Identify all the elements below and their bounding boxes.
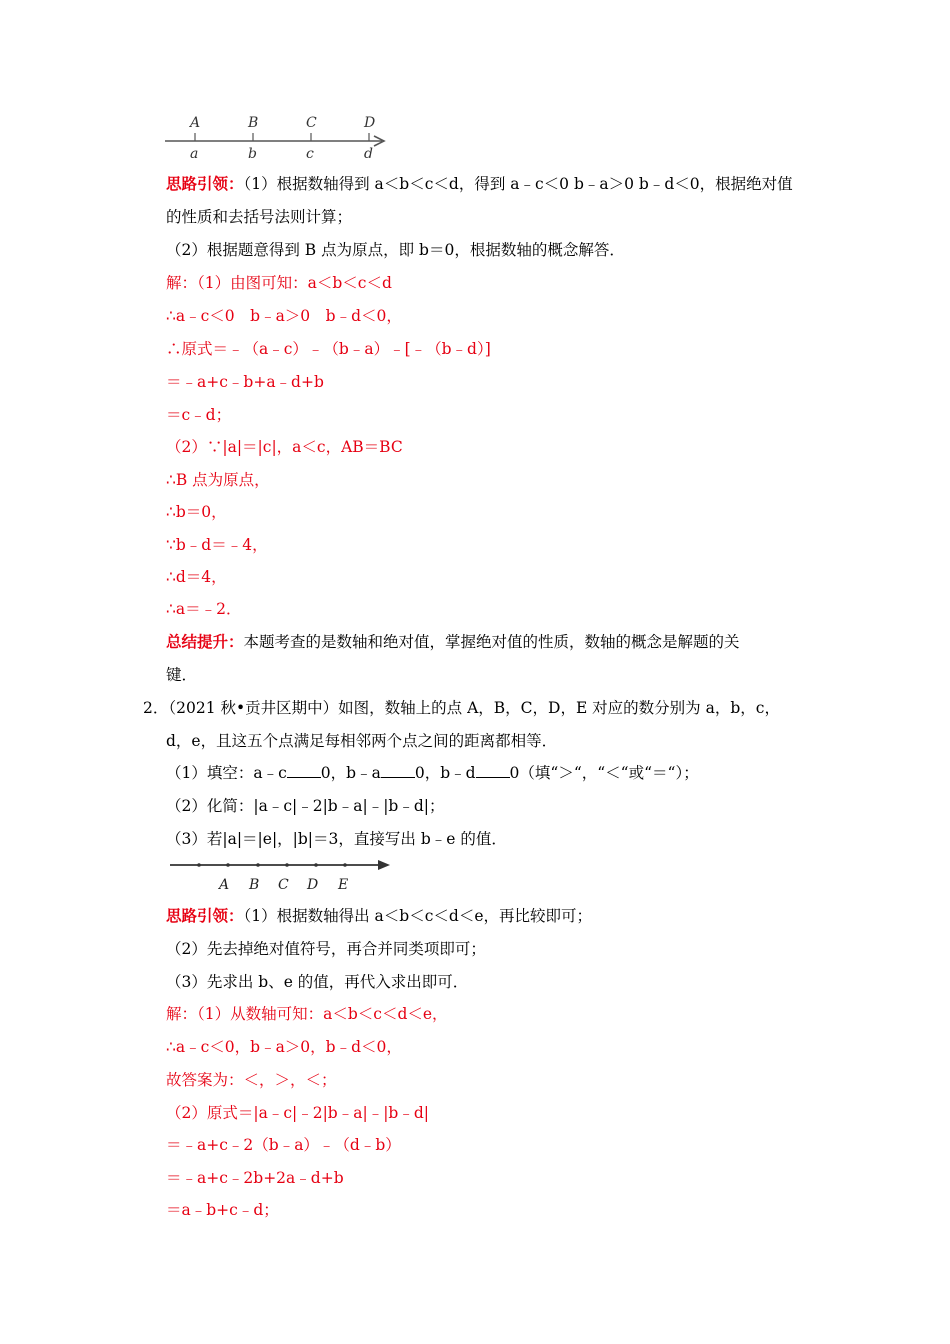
solution-line: ＝﹣a+c﹣2b+2a﹣d+b xyxy=(166,1169,344,1187)
q2-hint-line-3: （3）先求出 b、e 的值，再代入求出即可． xyxy=(166,973,469,991)
part1-text-a: （1）填空：a﹣c xyxy=(166,764,287,782)
solution-line: 故答案为：＜，＞，＜； xyxy=(166,1071,337,1089)
point-label-C: C xyxy=(306,115,317,131)
point-label-A: A xyxy=(190,115,201,131)
solution-line: 解：（1）从数轴可知：a＜b＜c＜d＜e， xyxy=(166,1005,448,1023)
solution-line: ∴B 点为原点， xyxy=(166,471,270,489)
question-stem-text: （2021 秋•贡井区期中）如图，数轴上的点 A，B，C，D，E 对应的数分别为 a，b，c， xyxy=(168,699,780,717)
point-label-B: B xyxy=(249,877,260,893)
solution-line: ＝c﹣d； xyxy=(166,406,232,424)
q2-hint-line-1 xyxy=(166,905,592,927)
hint-line-3: （2）根据题意得到 B 点为原点，即 b＝0，根据数轴的概念解答． xyxy=(166,241,625,259)
solution-line: ∴d＝4， xyxy=(166,568,227,586)
q2-hint-line-2: （2）先去掉绝对值符号，再合并同类项即可； xyxy=(166,940,486,958)
answer-blank-1[interactable] xyxy=(287,763,321,778)
solution-line: ∴a＝﹣2． xyxy=(166,600,242,618)
hint-text: （1）根据数轴得出 a＜b＜c＜d＜e，再比较即可； xyxy=(243,907,592,925)
part1-text-c: 0，b﹣d xyxy=(414,764,476,782)
point-label-D: D xyxy=(364,115,376,131)
dot-B xyxy=(256,863,260,867)
solution-line: ＝﹣a+c﹣2（b﹣a）﹣（d﹣b） xyxy=(166,1136,401,1154)
solution-line: ∴a﹣c＜0，b﹣a＞0，b﹣d＜0， xyxy=(166,1038,402,1056)
arrow-head-icon xyxy=(378,860,390,870)
part1-text-d: 0（填“＞“，“＜“或“＝“）； xyxy=(509,764,699,782)
solution-line: 解：（1）由图可知：a＜b＜c＜d xyxy=(166,274,392,292)
value-label-d: d xyxy=(364,146,373,162)
hint-label: 思路引领： xyxy=(166,906,244,925)
hint-label: 思路引领： xyxy=(166,174,244,193)
point-label-A: A xyxy=(219,877,230,893)
dot-D xyxy=(314,863,318,867)
dot-left xyxy=(197,863,201,867)
value-label-a: a xyxy=(190,146,199,162)
answer-blank-2[interactable] xyxy=(381,763,415,778)
summary-text: 本题考查的是数轴和绝对值，掌握绝对值的性质，数轴的概念是解题的关 xyxy=(243,633,740,651)
point-label-E: E xyxy=(338,877,349,893)
value-label-b: b xyxy=(248,146,257,162)
summary-label: 总结提升： xyxy=(166,632,244,651)
number-line-figure-1 xyxy=(160,108,400,164)
solution-line: ＝﹣a+c﹣b+a﹣d+b xyxy=(166,373,324,391)
question-2-stem-line-2: d，e，且这五个点满足每相邻两个点之间的距离都相等． xyxy=(166,732,558,750)
answer-blank-3[interactable] xyxy=(476,763,510,778)
value-label-c: c xyxy=(306,146,314,162)
question-2-stem xyxy=(143,697,780,719)
number-line-figure-2 xyxy=(166,855,398,895)
solution-line: ＝a﹣b+c﹣d； xyxy=(166,1201,279,1219)
dot-E xyxy=(343,863,347,867)
tick-marks xyxy=(195,133,369,141)
hint-line-2: 的性质和去括号法则计算； xyxy=(166,208,353,226)
solution-line: ∴a﹣c＜0 b﹣a＞0 b﹣d＜0， xyxy=(166,307,402,325)
dot-C xyxy=(285,863,289,867)
hint-line-1 xyxy=(166,173,793,195)
solution-line: （2）原式＝|a﹣c|﹣2|b﹣a|﹣|b﹣d| xyxy=(166,1104,429,1122)
question-2-part-3: （3）若|a|＝|e|，|b|＝3，直接写出 b﹣e 的值． xyxy=(166,830,507,848)
question-2-part-2: （2）化简：|a﹣c|﹣2|b﹣a|﹣|b﹣d|； xyxy=(166,797,445,815)
question-number: 2． xyxy=(143,699,169,717)
point-label-B: B xyxy=(248,115,259,131)
point-label-C: C xyxy=(278,877,289,893)
part1-text-b: 0，b﹣a xyxy=(320,764,381,782)
question-2-part-1 xyxy=(166,762,699,784)
dot-A xyxy=(226,863,230,867)
solution-line: ∴原式＝﹣（a﹣c）﹣（b﹣a）﹣[﹣（b﹣d）] xyxy=(166,340,491,358)
solution-line: （2）∵|a|＝|c|，a＜c，AB＝BC xyxy=(166,438,403,456)
summary-line-1 xyxy=(166,631,740,653)
summary-line-2: 键． xyxy=(166,666,198,684)
solution-line: ∵b﹣d＝﹣4， xyxy=(166,536,268,554)
point-label-D: D xyxy=(307,877,319,893)
hint-text: （1）根据数轴得到 a＜b＜c＜d，得到 a﹣c＜0 b﹣a＞0 b﹣d＜0，根据绝对值 xyxy=(243,175,793,193)
solution-line: ∴b＝0， xyxy=(166,503,227,521)
